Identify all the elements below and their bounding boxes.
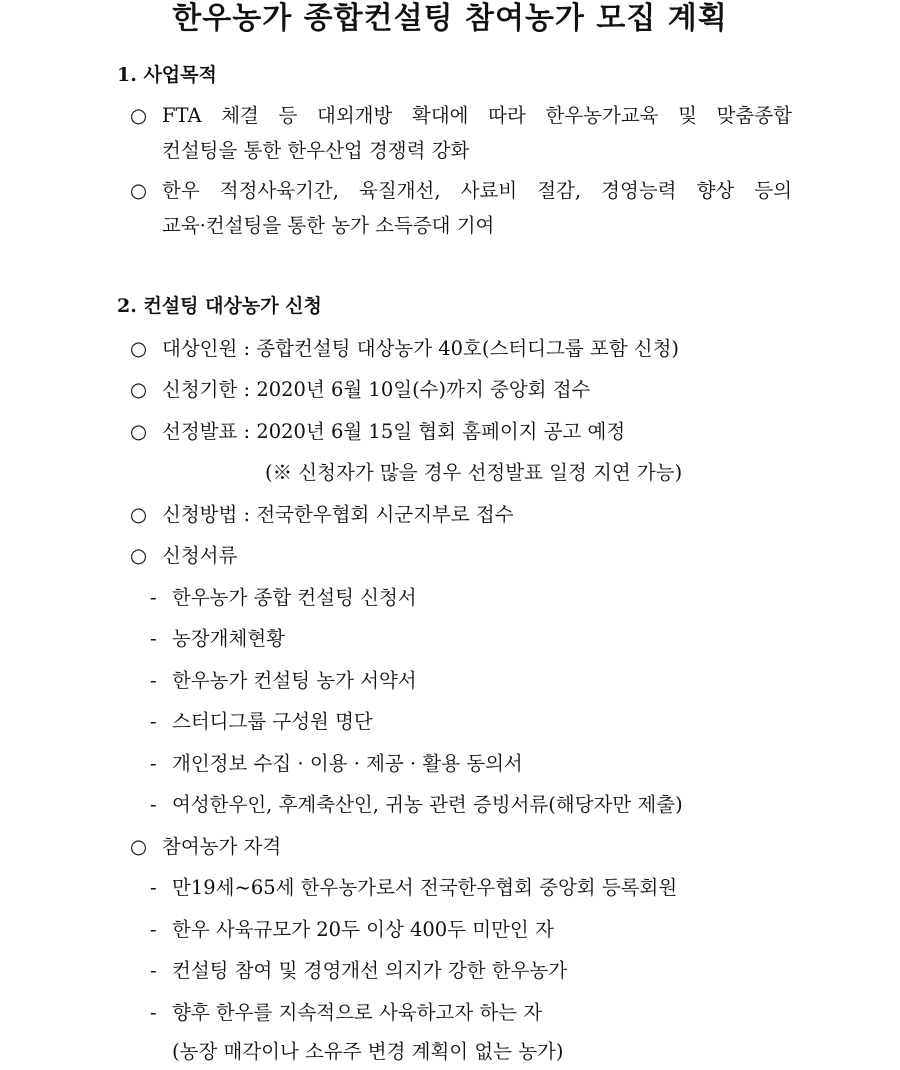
announce-bullet [130, 418, 625, 446]
method-bullet [130, 501, 514, 529]
method-text: 신청방법 : 전국한우협회 시군지부로 접수 [162, 503, 514, 526]
qualification-item-text: 향후 한우를 지속적으로 사육하고자 하는 자 [172, 1001, 543, 1024]
bullet-circle: ○ [130, 104, 148, 127]
qualification-item-text: 한우 사육규모가 20두 이상 400두 미만인 자 [172, 918, 554, 941]
document-item-text: 여성한우인, 후계축산인, 귀농 관련 증빙서류(해당자만 제출) [172, 793, 683, 816]
dash-mark: - [150, 669, 157, 692]
purpose-bullet-1 [130, 102, 792, 130]
dash-mark: - [150, 876, 157, 899]
purpose-bullet-2-continued: 교육·컨설팅을 통한 농가 소득증대 기여 [162, 214, 495, 237]
document-item [150, 625, 285, 653]
deadline-text: 신청기한 : 2020년 6월 10일(수)까지 중앙회 접수 [162, 378, 591, 401]
dash-mark: - [150, 793, 157, 816]
deadline-bullet [130, 376, 590, 404]
section-heading-application: 2. 컨설팅 대상농가 신청 [117, 295, 322, 317]
dash-mark: - [150, 1001, 157, 1024]
bullet-circle: ○ [130, 503, 148, 526]
target-bullet [130, 335, 679, 363]
purpose-bullet-2-text: 한우 적정사육기간, 육질개선, 사료비 절감, 경영능력 향상 등의 [162, 179, 792, 202]
bullet-circle: ○ [130, 835, 148, 858]
qualification-item-text: 만19세~65세 한우농가로서 전국한우협회 중앙회 등록회원 [172, 876, 678, 899]
document-item [150, 667, 417, 695]
dash-mark: - [150, 586, 157, 609]
target-text: 대상인원 : 종합컨설팅 대상농가 40호(스터디그룹 포함 신청) [162, 337, 680, 360]
dash-mark: - [150, 627, 157, 650]
dash-mark: - [150, 710, 157, 733]
announce-text: 선정발표 : 2020년 6월 15일 협회 홈페이지 공고 예정 [162, 420, 626, 443]
documents-label: 신청서류 [162, 544, 238, 567]
dash-mark: - [150, 959, 157, 982]
document-item-text: 한우농가 컨설팅 농가 서약서 [172, 669, 417, 692]
document-item-text: 개인정보 수집 · 이용 · 제공 · 활용 동의서 [172, 752, 523, 775]
document-item [150, 708, 373, 736]
document-item [150, 791, 683, 819]
dash-mark: - [150, 752, 157, 775]
document-item-text: 한우농가 종합 컨설팅 신청서 [172, 586, 417, 609]
qualification-item [150, 957, 567, 985]
purpose-bullet-2 [130, 177, 792, 205]
bullet-circle: ○ [130, 420, 148, 443]
qualification-label: 참여농가 자격 [162, 835, 282, 858]
document-item-text: 농장개체현황 [172, 627, 286, 650]
qualification-item-text: 컨설팅 참여 및 경영개선 의지가 강한 한우농가 [172, 959, 568, 982]
document-item [150, 750, 523, 778]
purpose-bullet-1-continued: 컨설팅을 통한 한우산업 경쟁력 강화 [162, 139, 470, 162]
bullet-circle: ○ [130, 378, 148, 401]
qualification-item [150, 874, 677, 902]
section-heading-purpose: 1. 사업목적 [117, 64, 217, 86]
announce-note: (※ 신청자가 많을 경우 선정발표 일정 지연 가능) [265, 461, 683, 484]
dash-mark: - [150, 918, 157, 941]
documents-bullet [130, 542, 237, 570]
qualification-item [150, 916, 554, 944]
qualification-item [150, 999, 542, 1027]
bullet-circle: ○ [130, 544, 148, 567]
page-title: 한우농가 종합컨설팅 참여농가 모집 계획 [172, 1, 728, 36]
purpose-bullet-1-text: FTA 체결 등 대외개방 확대에 따라 한우농가교육 및 맞춤종합 [162, 104, 792, 127]
document-item-text: 스터디그룹 구성원 명단 [172, 710, 373, 733]
document-item [150, 584, 417, 612]
qualification-note: (농장 매각이나 소유주 변경 계획이 없는 농가) [172, 1040, 564, 1063]
bullet-circle: ○ [130, 179, 148, 202]
qualification-bullet [130, 833, 281, 861]
bullet-circle: ○ [130, 337, 148, 360]
